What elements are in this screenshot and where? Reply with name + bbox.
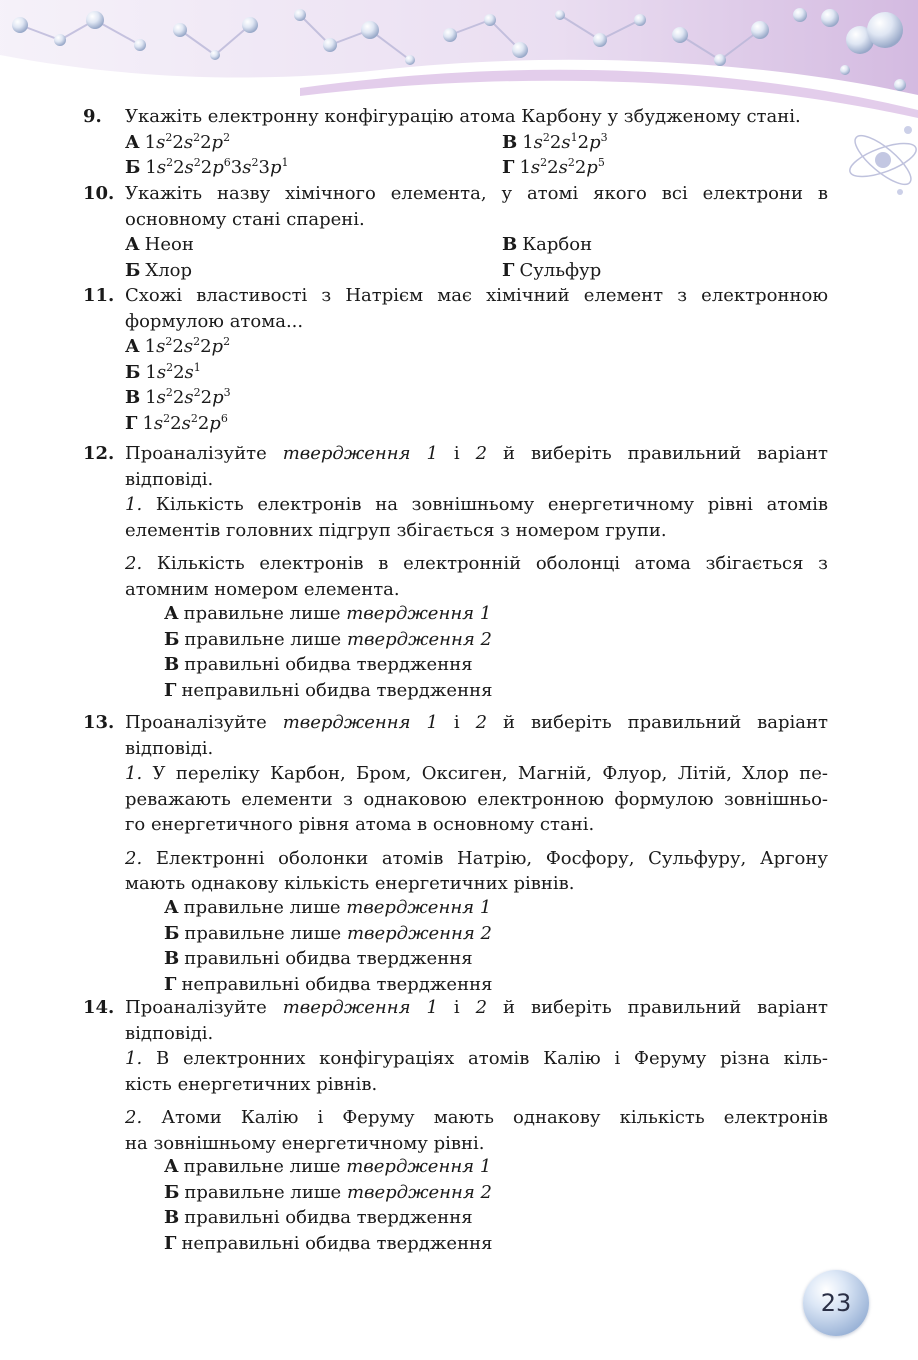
option-g: Г $1s^22s^22p^6$ — [125, 411, 228, 434]
atom-decoration-icon — [838, 100, 918, 210]
question-number: 13. — [83, 712, 115, 733]
option-b: Б правильне лише твердження 2 — [164, 1181, 492, 1203]
option-v: В правильні обидва твердження — [164, 1207, 473, 1228]
option-v: В $1s^22s^22p^3$ — [125, 386, 231, 408]
question-number: 12. — [83, 443, 115, 464]
question-text: Схожі властивості з Натрієм має хімічний елемент з електронною — [125, 285, 828, 306]
question-number: 11. — [83, 285, 115, 306]
statement-2: 2. Електронні оболонки атомів Натрію, Фосфору, Сульфуру, Аргону — [125, 847, 828, 869]
statement-1: 1. В електронних конфігураціях атомів Калію і Феруму різна кіль- — [125, 1048, 828, 1069]
option-a: А $1s^22s^22p^2$ — [125, 335, 231, 357]
question-intro: Проаналізуйте твердження 1 і 2 й виберіть правильний варіант — [125, 997, 828, 1018]
option-v: В правильні обидва твердження — [164, 948, 473, 969]
question-text: основному стані спарені. — [125, 208, 365, 230]
statement-1: 1. Кількість електронів на зовнішньому енергетичному рівні атомів — [125, 494, 828, 515]
option-b: Б правильне лише твердження 2 — [164, 628, 492, 650]
question-number: 9. — [83, 106, 102, 127]
molecule-header-decoration — [0, 0, 918, 120]
statement-1: 1. У переліку Карбон, Бром, Оксиген, Магній, Флуор, Літій, Хлор пе- — [125, 763, 828, 784]
option-g: Г неправильні обидва твердження — [164, 1232, 493, 1254]
question-intro: Проаналізуйте твердження 1 і 2 й виберіть правильний варіант — [125, 712, 828, 733]
option-v: В Карбон — [502, 234, 593, 255]
question-number: 10. — [83, 183, 115, 204]
statement-2: 2. Атоми Калію і Феруму мають однакову кількість електронів — [125, 1107, 828, 1128]
option-a: А Неон — [125, 234, 194, 255]
option-b: Б $1s^22s^22p^63s^23p^1$ — [125, 156, 289, 178]
option-g: Г неправильні обидва твердження — [164, 973, 493, 995]
question-text: Укажіть назву хімічного елемента, у атомі якого всі електрони в — [125, 183, 828, 204]
option-b: Б $1s^22s^1$ — [125, 360, 201, 383]
option-g: Г Сульфур — [502, 259, 602, 281]
option-b: Б правильне лише твердження 2 — [164, 922, 492, 944]
option-a: А правильне лише твердження 1 — [164, 897, 492, 918]
page-number: 23 — [803, 1270, 869, 1336]
question-intro: Проаналізуйте твердження 1 і 2 й виберіть правильний варіант — [125, 443, 828, 464]
option-a: А правильне лише твердження 1 — [164, 1156, 492, 1177]
textbook-page: 9. Укажіть електронну конфігурацію атома Карбону у збудженому стані. А $1s^22s^22p^2$ В $1s^22s^12p^3$ Б $1s^22s^22p^63s^23p^1$ Г $1s^22s^22p^5$ 10. Укажіть назву хімічного елемента, у атомі якого всі електрони в основному стані спарені. А Неон В Карбон Б Хлор Г Сульфур 11. Схожі властивості з Натрієм має хімічний елемент з електронною формулою атома... А $1s^22s^22p^2$ Б $1s^22s^1$ В $1s^22s^22p^3$ Г $1s^22s^22p^6$ 12. Проаналізуйте твердження 1 і 2 й виберіть правильний варіант відповіді. 1. Кількість електронів на зовнішньому енергетичному рівні атомів елементів головних підгруп збігається з номером групи. 2. Кількість електронів в електронній оболонці атома збігається з атомним номером елемента. А правильне лише твердження 1 Б правильне лише твердження 2 В правильні обидва твердження Г неправильні обидва твердження 13. Проаналізуйте твердження 1 і 2 й виберіть правильний варіант відповіді. 1. У переліку Карбон, Бром, Оксиген, Магній, Флуор, Літій, Хлор пе- реважають елементи з однаковою електронною формулою зовнішньо- го енергетичного рівня атома в основному стані. 2. Електронні оболонки атомів Натрію, Фосфору, Сульфуру, Аргону мають однакову кількість енергетичних рівнів. А правильне лише твердження 1 Б правильне лише твердження 2 В правильні обидва твердження Г неправильні обидва твердження 14. Проаналізуйте твердження 1 і 2 й виберіть правильний варіант відповіді. 1. В електронних конфігураціях атомів Калію і Феруму різна кіль- кість енергетичних рівнів. 2. Атоми Калію і Феруму мають однакову кількість електронів на зовнішньому енергетичному рівні. А правильне лише твердження 1 Б правильне лише твердження 2 В правильні обидва твердження Г неправильні обидва твердження 23 — [0, 0, 918, 1360]
option-v: В $1s^22s^12p^3$ — [502, 130, 608, 153]
question-text: Укажіть електронну конфігурацію атома Карбону у збудженому стані. — [125, 106, 801, 127]
option-b: Б Хлор — [125, 259, 192, 281]
question-text: формулою атома... — [125, 310, 304, 332]
option-a: А правильне лише твердження 1 — [164, 603, 492, 624]
option-g: Г $1s^22s^22p^5$ — [502, 156, 605, 178]
statement-2: 2. Кількість електронів в електронній оболонці атома збігається з — [125, 553, 828, 574]
option-g: Г неправильні обидва твердження — [164, 679, 493, 701]
option-v: В правильні обидва твердження — [164, 654, 473, 675]
option-a: А $1s^22s^22p^2$ — [125, 130, 231, 153]
question-number: 14. — [83, 997, 115, 1018]
